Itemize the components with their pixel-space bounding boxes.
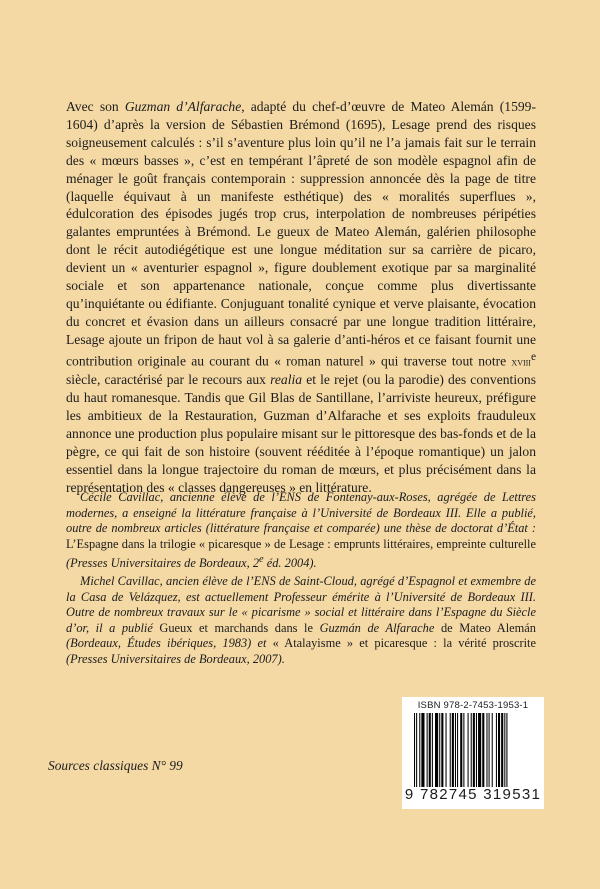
barcode-bar [468, 713, 469, 787]
barcode-bar [463, 713, 464, 787]
barcode-bar [486, 713, 487, 787]
barcode-bar [414, 713, 415, 787]
century-numeral: xviii [511, 354, 531, 369]
isbn-number: ISBN 978-2-7453-1953-1 [417, 700, 529, 711]
series-label: Sources classiques N° 99 [48, 758, 183, 773]
bio-book-title: « Atalayisme » et picaresque : la vérité proscrite [272, 636, 536, 651]
barcode-bar [416, 713, 417, 787]
barcode-bar [478, 713, 481, 787]
barcode-bar [498, 713, 500, 787]
barcode-bar [419, 713, 420, 787]
bio-thesis-title: L’Espagne dans la trilogie « picaresque » de Lesage : emprunts littéraires, empreinte culturelle [66, 536, 536, 551]
ean-digits: 9 782745 319531 [404, 786, 542, 803]
bio-text: (Presses Universitaires de Bordeaux, 2007). [66, 652, 285, 667]
barcode-bar [492, 713, 493, 787]
barcode-bar [427, 713, 428, 787]
bio-text: éd. 2004). [263, 556, 317, 571]
barcode-bar [432, 713, 433, 787]
summary-text: , adapté du chef-d’œuvre de Mateo Alemán (1599-1604) d’après la version de Sébastien Brémond (1695), Lesage prend des risques soigneusement calculés : s’il s’aventure plus loin qu’il ne l’a jamais fait sur le terrain des « mœurs basses », c’est en tempérant l’âpreté de son modèle espagnol afin de ménager le goût français contemporain : suppression annoncée dès la page de titre (laquelle équivaut à un manifeste esthétique) des « moralités superflues », édulcoration des épisodes jugés trop crus, interpolation de nombreuses péripéties galantes empruntées à Brémond. Le gueux de Mateo Alemán, galérien philosophe dont le récit autodiégétique est une longue méditation sur sa carrière de picaro, devient un « aventurier espagnol », figure doublement exotique par sa marginalité sociale et son appartenance nationale, conçue comme plus divertissante qu’inquiétante ou édifiante. Conjuguant tonalité cynique et verve plaisante, évocation du concret et évasion dans un ailleurs consacré par une longue tradition littéraire, Lesage ajoute un fripon de haut vol à sa galerie d’anti-héros et ce faisant fournit une contribution originale au courant du « roman naturel » qui traverse tout notre [66, 99, 536, 369]
century-superscript: e [530, 350, 536, 363]
back-cover-summary [66, 98, 536, 496]
barcode-bar [435, 713, 438, 787]
bio-cecile-cavillac [66, 490, 536, 572]
bio-book-title: de Mateo Alemán [434, 620, 536, 635]
barcode-bar [429, 713, 431, 787]
summary-text: siècle, caractérisé par le recours aux [66, 372, 271, 388]
barcode-bar [439, 713, 440, 787]
edition-superscript: e [259, 554, 264, 566]
barcode-bar [471, 713, 472, 787]
barcode-bars [414, 713, 538, 787]
author-bios [66, 490, 536, 670]
barcode-bar [476, 713, 477, 787]
barcode-bar [452, 713, 454, 787]
barcode-bar [460, 713, 462, 787]
barcode-bar [504, 713, 505, 787]
barcode-bar [482, 713, 484, 787]
barcode-bar [506, 713, 507, 787]
barcode-bar [457, 713, 458, 787]
summary-term-italic: realia [270, 372, 303, 388]
barcode-bar [421, 713, 424, 787]
summary-title-italic: Guzman d’Alfarache [124, 99, 242, 114]
bio-book-title: Gueux et marchands dans le [159, 620, 320, 635]
barcode-bar [489, 713, 490, 787]
summary-text: et le rejet (ou la parodie) des conventions du haut romanesque. Tandis que Gil Blas de Santillane, l’arriviste heureux, préfigure les ambitieux de la Restauration, Guzman d’Alfarache et ses exploits frauduleux annonce une production plus populaire misant sur le pittoresque des bas-fonds et de la pègre, ce qui fait de son histoire (souvent rééditée à l’époque romantique) un jalon essentiel dans la longue trajectoire du roman de mœurs, et plus précisément dans la représentation des « classes dangereuses » en littérature. [66, 372, 536, 495]
barcode-bar [455, 713, 456, 787]
bio-text: Michel Cavillac, ancien élève de l’ENS de Saint-Cloud, agrégé d’Espagnol et exmembre de la Casa de Velázquez, est actuellement Professeur émérite à l’Université de Bordeaux III. Outre de nombreux travaux sur le « picarisme » social et littéraire dans l’Espagne du Siècle d’or, il a publié [66, 574, 536, 635]
bio-book-title-italic: Guzmán de Alfarache [319, 620, 435, 635]
summary-text: Avec son [66, 99, 125, 114]
isbn-barcode [402, 697, 544, 809]
barcode-bar [441, 713, 443, 787]
barcode-bar [450, 713, 451, 787]
barcode-bar [496, 713, 497, 787]
bio-text: Cécile Cavillac, ancienne élève de l’ENS de Fontenay-aux-Roses, agrégée de Lettres modernes, a enseigné la littérature française à l’Université de Bordeaux III. Elle a publié, outre de nombreux articles (littérature française et comparée) une thèse de doctorat d’État : [66, 490, 536, 536]
bio-text: (Presses Universitaires de Bordeaux, 2 [66, 556, 260, 571]
barcode-bar [501, 713, 503, 787]
barcode-bar [446, 713, 447, 787]
bio-michel-cavillac [66, 574, 536, 668]
bio-text: (Bordeaux, Études ibériques, 1983) et [66, 636, 273, 651]
barcode-bar [473, 713, 475, 787]
